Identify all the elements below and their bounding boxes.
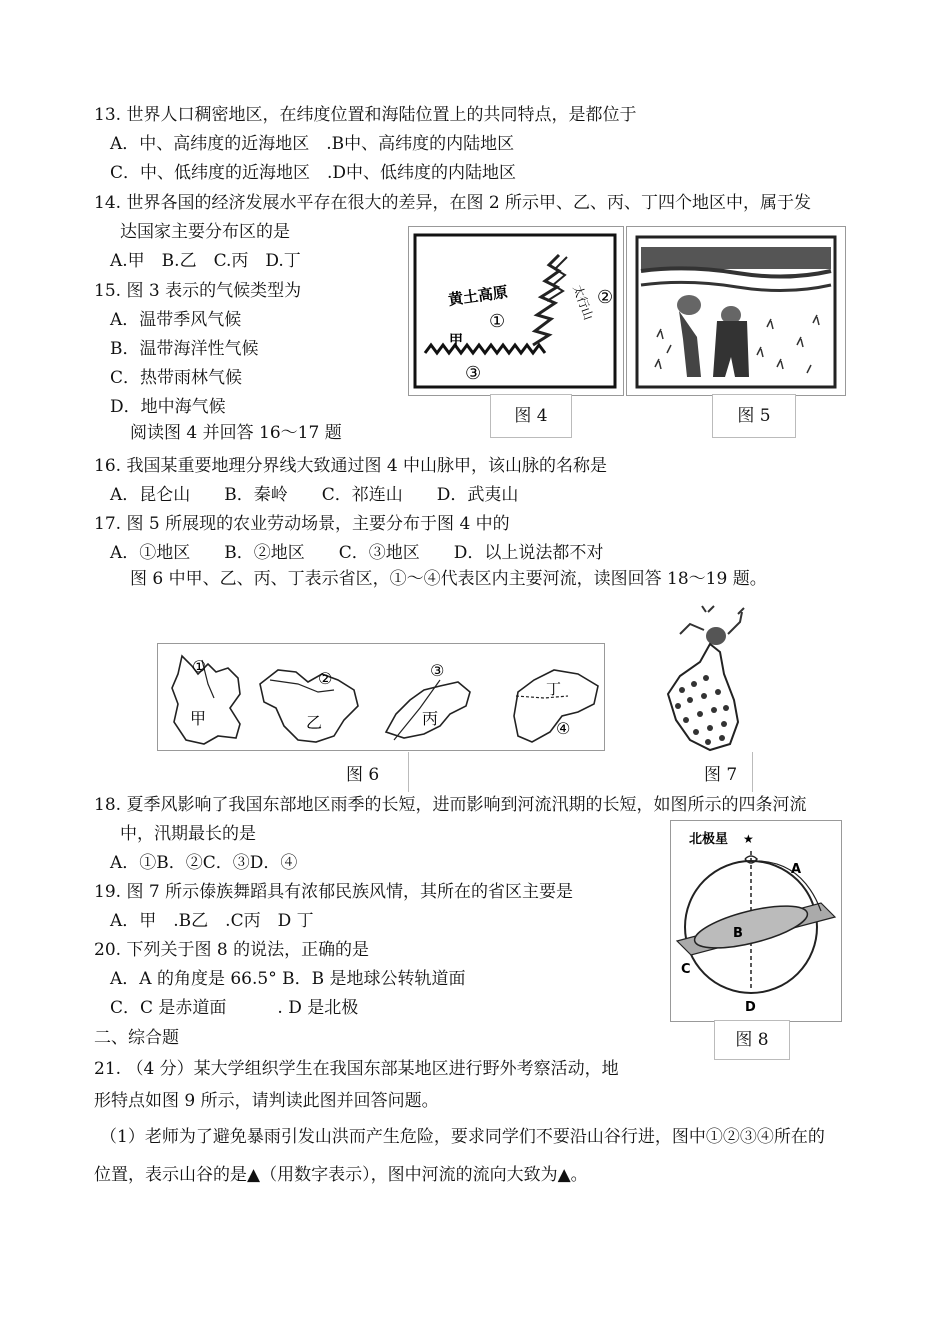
river-3-marker: ③ — [430, 661, 445, 680]
province-jia-label: 甲 — [190, 709, 207, 728]
q20-options-ab: A．A 的角度是 66.5° B．B 是地球公转轨道面 — [110, 969, 466, 989]
figure-7-dai-dancer — [660, 604, 752, 756]
q16-stem: 16. 我国某重要地理分界线大致通过图 4 中山脉甲，该山脉的名称是 — [94, 456, 608, 476]
plane-b-label: B — [733, 926, 743, 941]
figure-6-drawing — [158, 644, 604, 750]
q13-options-cd: C．中、低纬度的近海地区 .D中、低纬度的内陆地区 — [110, 163, 517, 183]
river-1-marker: ① — [192, 657, 207, 676]
q21-stem-cont: 形特点如图 9 所示，请判读此图并回答问题。 — [94, 1091, 439, 1111]
province-bing-label: 丙 — [422, 709, 439, 728]
point-d-label: D — [745, 1000, 756, 1015]
q20-options-cd: C．C 是赤道面 . D 是北极 — [110, 998, 359, 1018]
q18-stem: 18. 夏季风影响了我国东部地区雨季的长短，进而影响到河流汛期的长短，如图所示的四条河流 — [94, 795, 807, 815]
q18-options: A．①B．②C．③D．④ — [110, 853, 298, 873]
q15-option-b: B．温带海洋性气候 — [110, 339, 259, 359]
q19-stem: 19. 图 7 所示傣族舞蹈具有浓郁民族风情，其所在的省区主要是 — [94, 882, 574, 902]
river-4-marker: ④ — [556, 719, 571, 738]
q19-options: A．甲 .B乙 .C丙 D 丁 — [110, 911, 314, 931]
svg-text:★: ★ — [743, 832, 754, 846]
q15-stem: 15. 图 3 表示的气候类型为 — [94, 281, 302, 301]
figure-5-caption: 图 5 — [712, 394, 796, 438]
figure-5-rice-field — [626, 226, 846, 396]
figure-8-caption: 图 8 — [714, 1020, 790, 1060]
q15-option-c: C．热带雨林气候 — [110, 368, 243, 388]
q13-stem: 13. 世界人口稠密地区，在纬度位置和海陆位置上的共同特点，是都位于 — [94, 105, 637, 125]
figure-4-drawing — [409, 227, 623, 395]
q21-sub1: （1）老师为了避免暴雨引发山洪而产生危险，要求同学们不要沿山谷行进，图中①②③④所在的 — [100, 1127, 825, 1147]
figure-5-drawing — [627, 227, 845, 395]
q17-options: A．①地区 B．②地区 C．③地区 D．以上说法都不对 — [110, 543, 604, 563]
q15-option-d: D．地中海气候 — [110, 397, 226, 417]
q15-option-a: A．温带季风气候 — [110, 310, 242, 330]
region-1-marker: ① — [489, 311, 506, 332]
figure-6-provinces — [157, 643, 605, 751]
q16-options: A．昆仑山 B．秦岭 C．祁连山 D．武夷山 — [110, 485, 519, 505]
q17-stem: 17. 图 5 所展现的农业劳动场景，主要分布于图 4 中的 — [94, 514, 510, 534]
q14-stem: 14. 世界各国的经济发展水平存在很大的差异，在图 2 所示甲、乙、丙、丁四个地区中，属于发 — [94, 193, 812, 213]
figure-7-caption: 图 7 — [704, 765, 738, 785]
figure-7-drawing — [660, 604, 752, 756]
figure-8-earth-orbit — [670, 820, 842, 1022]
loess-plateau-label: 黄土高原 — [447, 282, 509, 309]
q20-stem: 20. 下列关于图 8 的说法，正确的是 — [94, 940, 370, 960]
figure-4-map — [408, 226, 624, 396]
read-fig4-instruction: 阅读图 4 并回答 16～17 题 — [130, 423, 342, 443]
q18-stem-cont: 中，汛期最长的是 — [120, 824, 256, 844]
q14-options: A.甲 B.乙 C.丙 D.丁 — [110, 251, 301, 271]
plane-c-label: C — [681, 962, 691, 977]
figure-4-caption: 图 4 — [490, 394, 572, 438]
q21-sub1-cont: 位置，表示山谷的是▲（用数字表示），图中河流的流向大致为▲。 — [94, 1165, 588, 1185]
province-yi-label: 乙 — [306, 713, 323, 732]
angle-a-label: A — [791, 862, 802, 877]
region-2-marker: ② — [597, 287, 614, 308]
figure-7-divider — [752, 752, 753, 792]
q21-stem: 21. （4 分）某大学组织学生在我国东部某地区进行野外考察活动，地 — [94, 1059, 619, 1079]
figure-6-divider — [408, 752, 409, 792]
taihang-label: 太行山 — [570, 283, 596, 322]
mountain-jia-label: 甲 — [449, 333, 463, 349]
polaris-label: 北极星 — [689, 832, 729, 847]
q14-stem-cont: 达国家主要分布区的是 — [120, 222, 290, 242]
section-2-heading: 二、综合题 — [94, 1028, 179, 1048]
figure-8-drawing — [671, 821, 841, 1021]
q13-options-ab: A．中、高纬度的近海地区 .B中、高纬度的内陆地区 — [110, 134, 515, 154]
figure-6-caption: 图 6 — [346, 765, 380, 785]
province-ding-label: 丁 — [546, 680, 562, 698]
fig6-intro: 图 6 中甲、乙、丙、丁表示省区，①～④代表区内主要河流，读图回答 18～19 题。 — [130, 569, 767, 589]
river-2-marker: ② — [318, 669, 333, 688]
region-3-marker: ③ — [465, 363, 482, 384]
